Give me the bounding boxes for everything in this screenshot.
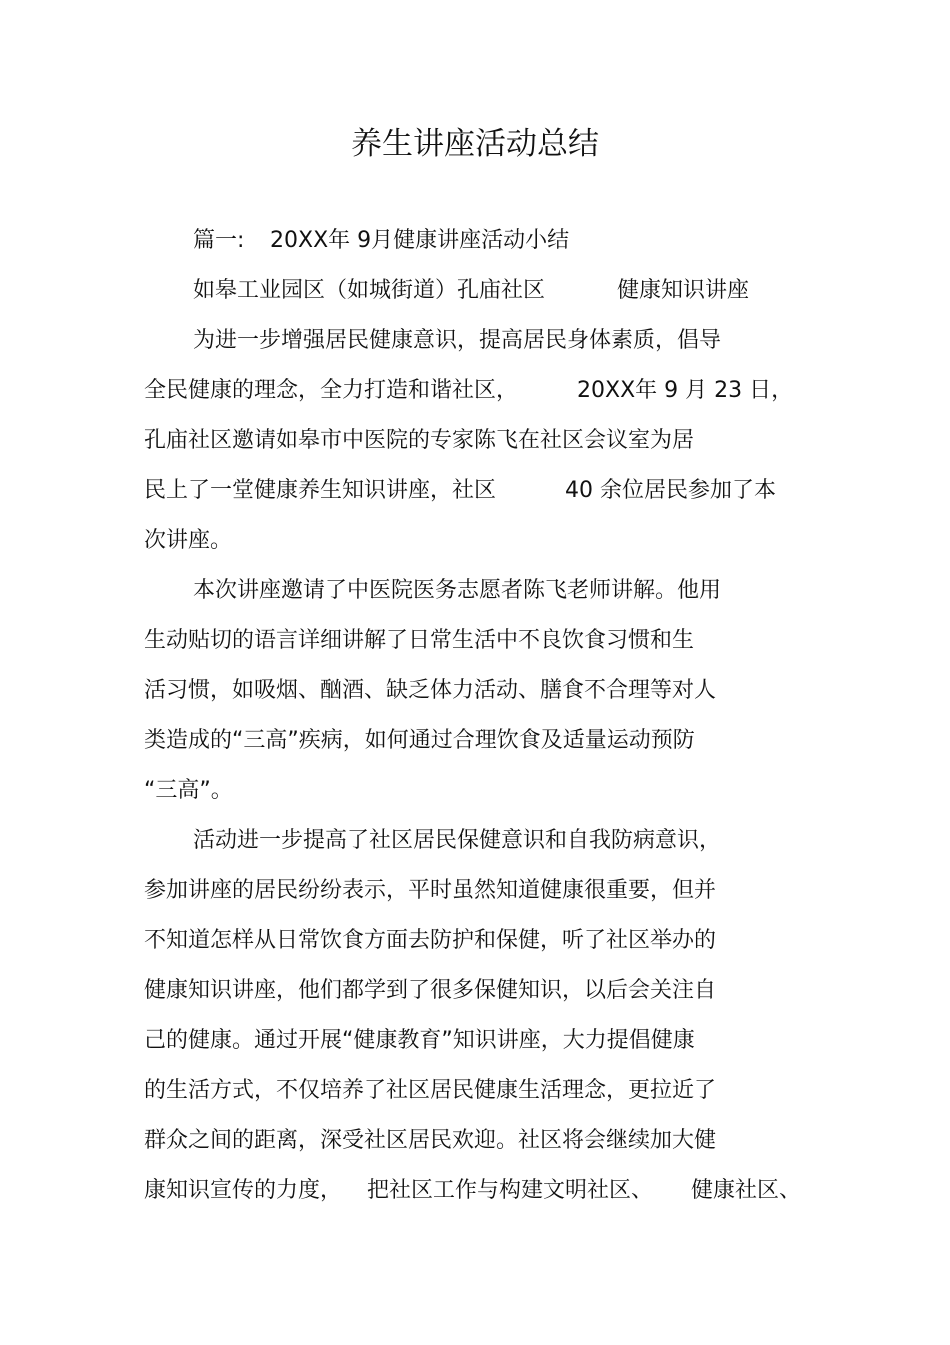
paragraph-2-line-1: 本次讲座邀请了中医院医务志愿者陈飞老师讲解。他用: [193, 578, 722, 603]
paragraph-2-line-2: 生动贴切的语言详细讲解了日常生活中不良饮食习惯和生: [144, 628, 695, 653]
section-heading-prefix: 篇一:: [193, 228, 245, 253]
org-event: 健康知识讲座: [617, 278, 750, 303]
paragraph-3-line-2: 参加讲座的居民纷纷表示，平时虽然知道健康很重要，但并: [144, 878, 717, 903]
org-name: 如皋工业园区（如城街道）孔庙社区: [193, 278, 546, 303]
section-heading-text: 20XX年 9月健康讲座活动小结: [270, 228, 570, 253]
org-line: [0, 276, 950, 306]
paragraph-3-line-7: 群众之间的距离，深受社区居民欢迎。社区将会继续加大健: [144, 1128, 717, 1153]
paragraph-1-line-4: [0, 476, 950, 506]
paragraph-3-line-8-b: 把社区工作与构建文明社区、: [367, 1178, 654, 1203]
paragraph-1-line-2-b: 20XX年 9 月 23 日，: [577, 378, 794, 403]
paragraph-3-line-3: 不知道怎样从日常饮食方面去防护和保健，听了社区举办的: [144, 928, 717, 953]
paragraph-3-line-8-a: 康知识宣传的力度，: [144, 1178, 343, 1203]
paragraph-1-line-1: 为进一步增强居民健康意识，提高居民身体素质，倡导: [193, 328, 722, 353]
paragraph-3-line-5: 己的健康。通过开展“健康教育”知识讲座，大力提倡健康: [144, 1028, 695, 1053]
paragraph-2-line-4: 类造成的“三高”疾病，如何通过合理饮食及适量运动预防: [144, 728, 695, 753]
paragraph-1-line-4-a: 民上了一堂健康养生知识讲座，社区: [144, 478, 497, 503]
paragraph-1-line-2: [0, 376, 950, 406]
paragraph-2-line-5: “三高”。: [144, 778, 233, 803]
paragraph-1-line-4-b: 40 余位居民参加了本: [565, 478, 776, 503]
paragraph-3-line-4: 健康知识讲座，他们都学到了很多保健知识，以后会关注自: [144, 978, 717, 1003]
paragraph-3-line-8: [0, 1176, 950, 1206]
paragraph-3-line-1: 活动进一步提高了社区居民保健意识和自我防病意识，: [193, 828, 722, 853]
paragraph-1-line-3: 孔庙社区邀请如皋市中医院的专家陈飞在社区会议室为居: [144, 428, 695, 453]
paragraph-2-line-3: 活习惯，如吸烟、酗酒、缺乏体力活动、膳食不合理等对人: [144, 678, 717, 703]
paragraph-3-line-6: 的生活方式，不仅培养了社区居民健康生活理念，更拉近了: [144, 1078, 717, 1103]
paragraph-1-line-2-a: 全民健康的理念，全力打造和谐社区，: [144, 378, 519, 403]
section-heading: [0, 226, 950, 256]
paragraph-1-line-5: 次讲座。: [144, 528, 233, 553]
document-title: 养生讲座活动总结: [351, 126, 599, 162]
paragraph-3-line-8-c: 健康社区、: [691, 1178, 802, 1203]
